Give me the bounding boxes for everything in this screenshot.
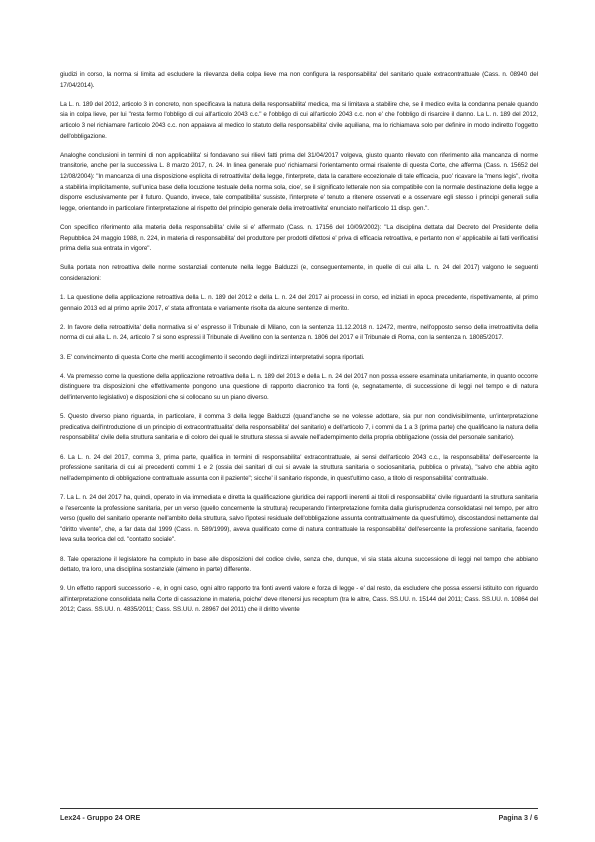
paragraph: 3. E' convincimento di questa Corte che meriti accoglimento il secondo degli indirizzi interpretativi sopra riportati. (60, 353, 365, 361)
footer-divider (60, 808, 538, 809)
page-number: Pagina 3 / 6 (498, 813, 538, 822)
paragraph: 2. In favore della retroattivita' della normativa si e' espresso il Tribunale di Milano, con la sentenza 11.12.2018 n. 12472, mentre, nell'opposto senso della irretroattivita della norma di cui alla L. n. 24, articolo 7 si sono espressi il Tribunale di Avellino con la sentenza n. 1806 del 2017 e il Tribunale di Roma, con la sentenza n. 18085/2017. (60, 323, 538, 342)
paragraph: 6. La L. n. 24 del 2017, comma 3, prima parte, qualifica in termini di responsabilita' extracontrattuale, ai sensi dell'articolo 2043 c.c., la responsabilita' dell'esercente la professione sanitaria di cui ai precedenti commi 1 e 2 (ossia dei sanitari di cui si avvale la struttura sanitaria o sociosanitaria, pubblica o privata), "salvo che abbia agito nell'adempimento di obbligazione contrattuale assunta con il paziente"; sicche' il sanitario risponde, in quest'ultimo caso, a titolo di responsabilita' contrattuale. (60, 453, 538, 482)
paragraph: 9. Un effetto rapporti successorio - e, in ogni caso, ogni altro rapporto tra fonti aventi valore e forza di legge - e' dal resto, da escludere che possa essersi istituito con riguardo all'interpretazione consolidata nella Corte di cassazione in materia, poiche' deve ritenersi jus receptum (tra le altre, Cass. SS.UU. n. 15144 del 2011; Cass. SS.UU. n. 10864 del 2012; Cass. SS.UU. n. 4835/2011; Cass. SS.UU. n. 28967 del 2011) che il diritto vivente (60, 585, 538, 614)
paragraph: La L. n. 189 del 2012, articolo 3 in concreto, non specificava la natura della responsabilita' medica, ma si limitava a stabilire che, se il medico evita la condanna penale quando sia in colpa lieve, per lui "resta fermo l'obbligo di cui all'articolo 2043 c.c." e l'obbligo di cui all'articolo 2043 c.c. non e' che l'obbligo di risarcire il danno. La L. n. 189 del 2012, articolo 3 nel richiamare l'articolo 2043 c.c. non appaiava al medico lo statuto della responsabilita' civile aquiliana, ma lo richiamava solo per definire in modo indiretto l'oggetto dell'obbligazione. (60, 100, 538, 140)
paragraph: 5. Questo diverso piano riguarda, in particolare, il comma 3 della legge Balduzzi (quand'anche se ne volesse adottare, sia pur non condivisibilmente, un'interpretazione predicativa dell'introduzione di un principio di extracontrattualita' della responsabilita' del sanitario) e dell'articolo 7, i commi da 1 a 3 (prima parte) che qualificano la natura della responsabilita' civile della struttura sanitaria e di coloro dei quali le struttura stessa si avvale nell'adempimento della propria obbligazione (ossia del personale sanitario). (60, 413, 538, 442)
paragraph: 8. Tale operazione il legislatore ha compiuto in base alle disposizioni del codice civile, senza che, dunque, vi sia stata alcuna successione di leggi nel tempo che abbiano dettato, tra loro, una disciplina sostanziale (almeno in parte) differente. (60, 555, 538, 574)
paragraph: 4. Va premesso come la questione della applicazione retroattiva della L. n. 189 del 2013 e della L. n. 24 del 2017 non possa essere esaminata unitariamente, in quanto occorre distinguere tra disposizioni che effettivamente pongono una questione di rapporto diacronico tra fonti (e, segnatamente, di successione di leggi nel tempo e di natura dell'intervento legislativo) e disposizioni che si collocano su un piano diverso. (60, 372, 538, 401)
document-body (60, 70, 538, 625)
paragraph: giudizi in corso, la norma si limita ad escludere la rilevanza della colpa lieve ma non configura la responsabilita' del sanitario quale extracontrattuale (Cass. n. 08940 del 17/04/2014). (60, 71, 538, 89)
footer-publisher: Lex24 - Gruppo 24 ORE (60, 813, 141, 822)
paragraph: Analoghe conclusioni in termini di non applicabilita' si fondavano sui rilievi fatti prima del 31/04/2017 volgeva, giusto quanto rilevato con riferimento alla mancanza di norme transitorie, anche per la successiva L. 8 marzo 2017, n. 24. In linea generale puo' richiamarsi l'orientamento ormai risalente di questa Corte, che afferma (Cass. n. 15652 del 12/08/2004): "In mancanza di una disposizione esplicita di retroattivita' della legge, l'interprete, data la carattere eccezionale di tale efficacia, puo' ricavare la "mens legis", rivolta a stabilirla implicitamente, sull'unica base della locuzione testuale della norma sola, cioe', se il significato letterale non sia compatibile con la normale destinazione della legge a disporre esclusivamente per il futuro. Quando, invece, tale compatibilita' sussiste, l'interprete e' tenuto a ritenere osservati e a osservare egli stesso i principi generali sulla legge, orientando in particolare l'interpretazione al rispetto del principio generale della irretroattivita' enunciato nell'articolo 11 disp. gen.". (60, 151, 538, 212)
paragraph: 1. La questione della applicazione retroattiva della L. n. 189 del 2012 e della L. n. 24 del 2017 ai processi in corso, ed iniziati in epoca precedente, rispettivamente, al primo gennaio 2013 ed al primo aprile 2017, e' stata affrontata e variamente risolta da alcune sentenze di merito. (60, 294, 538, 312)
paragraph: Con specifico riferimento alla materia della responsabilita' civile si e' affermato (Cass. n. 17156 del 10/09/2002): "La disciplina dettata dal Decreto del Presidente della Repubblica 24 maggio 1988, n. 224, in materia di responsabilita' del produttore per prodotti difettosi e' priva di efficacia retroattiva, e pertanto non e' applicabile ai fatti verificatisi prima della sua entrata in vigore". (60, 223, 538, 253)
paragraph: Sulla portata non retroattiva delle norme sostanziali contenute nella legge Balduzzi (e, conseguentemente, in quelle di cui alla L. n. 24 del 2017) valgono le seguenti considerazioni: (60, 264, 538, 282)
paragraph: 7. La L. n. 24 del 2017 ha, quindi, operato in via immediata e diretta la qualificazione giuridica dei rapporti inerenti ai titoli di responsabilita' civile riguardanti la struttura sanitaria e l'esercente la professione sanitaria, per un verso (quello concernente la struttura) recuperando l'interpretazione fornita dalla giurisprudenza consolidatasi nel tempo, per altro verso (quello del sanitario operante nell'ambito della struttura, salvo l'ipotesi residuale dell'obbligazione assunta contrattualmente da quest'ultimo), discostandosi nettamente dal "diritto vivente", che, a far data dal 1999 (Cass. n. 589/1999), aveva qualificato come di natura contrattuale la responsabilita' dell'esercente la professione sanitaria, facendo leva sulla teorica del cd. "contatto sociale". (60, 493, 538, 544)
